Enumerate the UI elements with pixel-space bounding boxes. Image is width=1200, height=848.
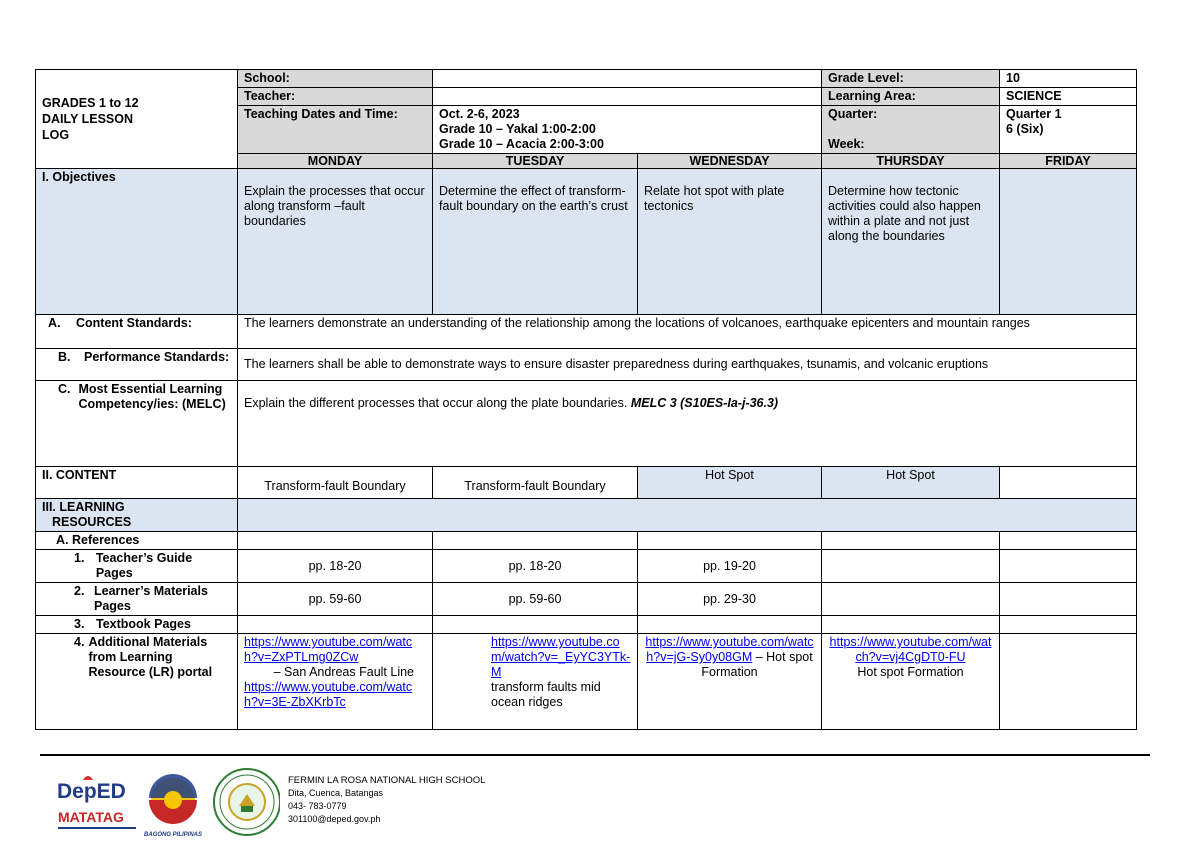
content-standards-value: The learners demonstrate an understanding of the relationship among the locations of volcanoes, earthquake epicenters and mountain ranges [238,315,1137,349]
teachers-guide-label-text: Teacher’s Guide Pages [95,551,193,580]
footer-divider [40,754,1150,756]
references-friday [1000,532,1137,550]
tb-thursday [822,616,1000,634]
objective-wednesday [638,169,822,315]
learning-resources-line-2: RESOURCES [52,515,132,529]
content-wednesday: Hot Spot [638,467,822,499]
performance-standards-label [36,349,238,381]
content-tuesday [433,467,638,499]
letter-a: A. [48,316,61,330]
additional-materials-label-text: Additional Materials from Learning Resource (LR) portal [88,635,213,679]
references-monday [238,532,433,550]
youtube-link-transform-faults[interactable]: https://www.youtube.com/watch?v=_EyYC3YTk-M [491,635,631,679]
week-label: Week: [828,137,865,151]
dates-line-2: Grade 10 – Yakal 1:00-2:00 [439,122,596,136]
deped-matatag-logo [57,776,136,829]
school-address: Dita, Cuenca, Batangas [288,788,384,798]
melc-label-text: Most Essential Learning Competency/ies: (MELC) [78,382,226,411]
day-header-tuesday: TUESDAY [433,154,638,169]
objective-tuesday [433,169,638,315]
day-header-thursday: THURSDAY [822,154,1000,169]
bagong-pilipinas-logo [144,774,202,838]
teacher-value [433,88,822,106]
dates-line-3: Grade 10 – Acacia 2:00-3:00 [439,137,604,151]
content-thursday: Hot Spot [822,467,1000,499]
tg-thursday [822,550,1000,583]
learning-resources-value [238,499,1137,532]
teacher-label: Teacher: [238,88,433,106]
content-text: Transform-fault Boundary [464,479,606,493]
youtube-link-san-andreas[interactable]: https://www.youtube.com/watch?v=ZxPTLmg0ZCw [244,635,413,664]
tb-wednesday [638,616,822,634]
footer-logos [55,762,280,842]
additional-monday-text: – San Andreas Fault Line [273,665,414,679]
tb-friday [1000,616,1137,634]
objective-thursday [822,169,1000,315]
content-standards-label [36,315,238,349]
tg-tuesday: pp. 18-20 [433,550,638,583]
additional-tuesday-text: transform faults mid ocean ridges [491,680,601,709]
content-text: Transform-fault Boundary [264,479,406,493]
title-line-1: GRADES 1 to 12 [42,96,139,110]
school-email: 301100@deped.gov.ph [288,814,381,824]
school-seal-logo [214,769,280,835]
additional-thursday [822,634,1000,730]
objective-text: Determine the effect of transform-fault boundary on the earth’s crust [439,184,628,213]
learning-resources-line-1: III. LEARNING [42,500,125,514]
num-4: 4. [74,635,85,649]
teaching-dates-value [433,106,822,154]
melc-code: MELC 3 (S10ES-Ia-j-36.3) [630,396,779,410]
additional-monday [238,634,433,730]
grade-level-value: 10 [1000,70,1137,88]
num-2: 2. [74,584,85,598]
tg-wednesday: pp. 19-20 [638,550,822,583]
additional-materials-label [36,634,238,730]
objective-text: Explain the processes that occur along transform –fault boundaries [244,184,425,228]
references-label: A. References [36,532,238,550]
content-friday [1000,467,1137,499]
content-standards-label-text: Content Standards: [76,316,192,330]
title-line-3: LOG [42,128,70,142]
textbook-pages-label [36,616,238,634]
additional-tuesday [433,634,638,730]
youtube-link-monday-2[interactable]: https://www.youtube.com/watch?v=3E-ZbXKrbTc [244,680,413,709]
objective-text: Relate hot spot with plate tectonics [644,184,785,213]
num-1: 1. [74,551,85,565]
school-phone: 043- 783-0779 [288,801,347,811]
quarter-week-value [1000,106,1137,154]
melc-label [36,381,238,467]
lm-monday: pp. 59-60 [238,583,433,616]
lm-thursday [822,583,1000,616]
lm-wednesday: pp. 29-30 [638,583,822,616]
school-value [433,70,822,88]
school-contact-block [288,774,485,826]
tg-friday [1000,550,1137,583]
title-line-2: DAILY LESSON [42,112,133,126]
dll-title [36,70,238,169]
objective-friday [1000,169,1137,315]
performance-standards-value: The learners shall be able to demonstrate ways to ensure disaster preparedness during earthquakes, tsunamis, and volcanic eruptions [238,349,1137,381]
num-3: 3. [74,617,85,631]
deped-torch-icon [83,776,93,780]
tb-monday [238,616,433,634]
quarter-value: Quarter 1 [1006,107,1062,121]
textbook-pages-label-text: Textbook Pages [96,617,191,631]
performance-standards-label-text: Performance Standards: [84,350,230,364]
additional-thursday-text: Hot spot Formation [857,665,964,679]
tb-tuesday [433,616,638,634]
learning-area-value: SCIENCE [1000,88,1137,106]
additional-wednesday-text: – Hot spot Formation [701,650,813,679]
learning-area-label: Learning Area: [822,88,1000,106]
additional-friday [1000,634,1137,730]
melc-value [238,381,1137,467]
lm-friday [1000,583,1137,616]
teaching-dates-label: Teaching Dates and Time: [238,106,433,154]
school-label: School: [238,70,433,88]
objective-text: Determine how tectonic activities could also happen within a plate and not just along the boundaries [828,184,981,243]
deped-logo-text: DepED [57,780,126,803]
day-header-wednesday: WEDNESDAY [638,154,822,169]
references-wednesday [638,532,822,550]
objective-monday [238,169,433,315]
bagong-pilipinas-text: BAGONG PILIPINAS [143,832,203,838]
youtube-link-hot-spot-wed[interactable]: https://www.youtube.com/watch?v=jG-Sy0y08GM [645,635,814,664]
teachers-guide-label [36,550,238,583]
letter-c: C. [58,382,71,396]
youtube-link-hot-spot-thu[interactable]: https://www.youtube.com/watch?v=vj4CgDT0-FU [829,635,992,664]
grade-level-label: Grade Level: [822,70,1000,88]
letter-b: B. [58,350,71,364]
school-name: FERMIN LA ROSA NATIONAL HIGH SCHOOL [288,775,486,786]
melc-text: Explain the different processes that occur along the plate boundaries. [244,396,631,410]
lm-tuesday: pp. 59-60 [433,583,638,616]
references-tuesday [433,532,638,550]
matatag-text: MATATAG [58,809,124,825]
references-thursday [822,532,1000,550]
content-monday [238,467,433,499]
matatag-underline [58,827,136,829]
quarter-label: Quarter: [828,107,878,121]
quarter-week-label [822,106,1000,154]
dates-line-1: Oct. 2-6, 2023 [439,107,520,121]
tg-monday: pp. 18-20 [238,550,433,583]
objectives-label: I. Objectives [36,169,238,315]
week-value: 6 (Six) [1006,122,1044,136]
day-header-monday: MONDAY [238,154,433,169]
content-label: II. CONTENT [36,467,238,499]
additional-wednesday [638,634,822,730]
daily-lesson-log-table [35,69,1137,730]
learning-resources-label [36,499,238,532]
day-header-friday: FRIDAY [1000,154,1137,169]
learners-materials-label [36,583,238,616]
learners-materials-label-text: Learner’s Materials Pages [93,584,208,613]
